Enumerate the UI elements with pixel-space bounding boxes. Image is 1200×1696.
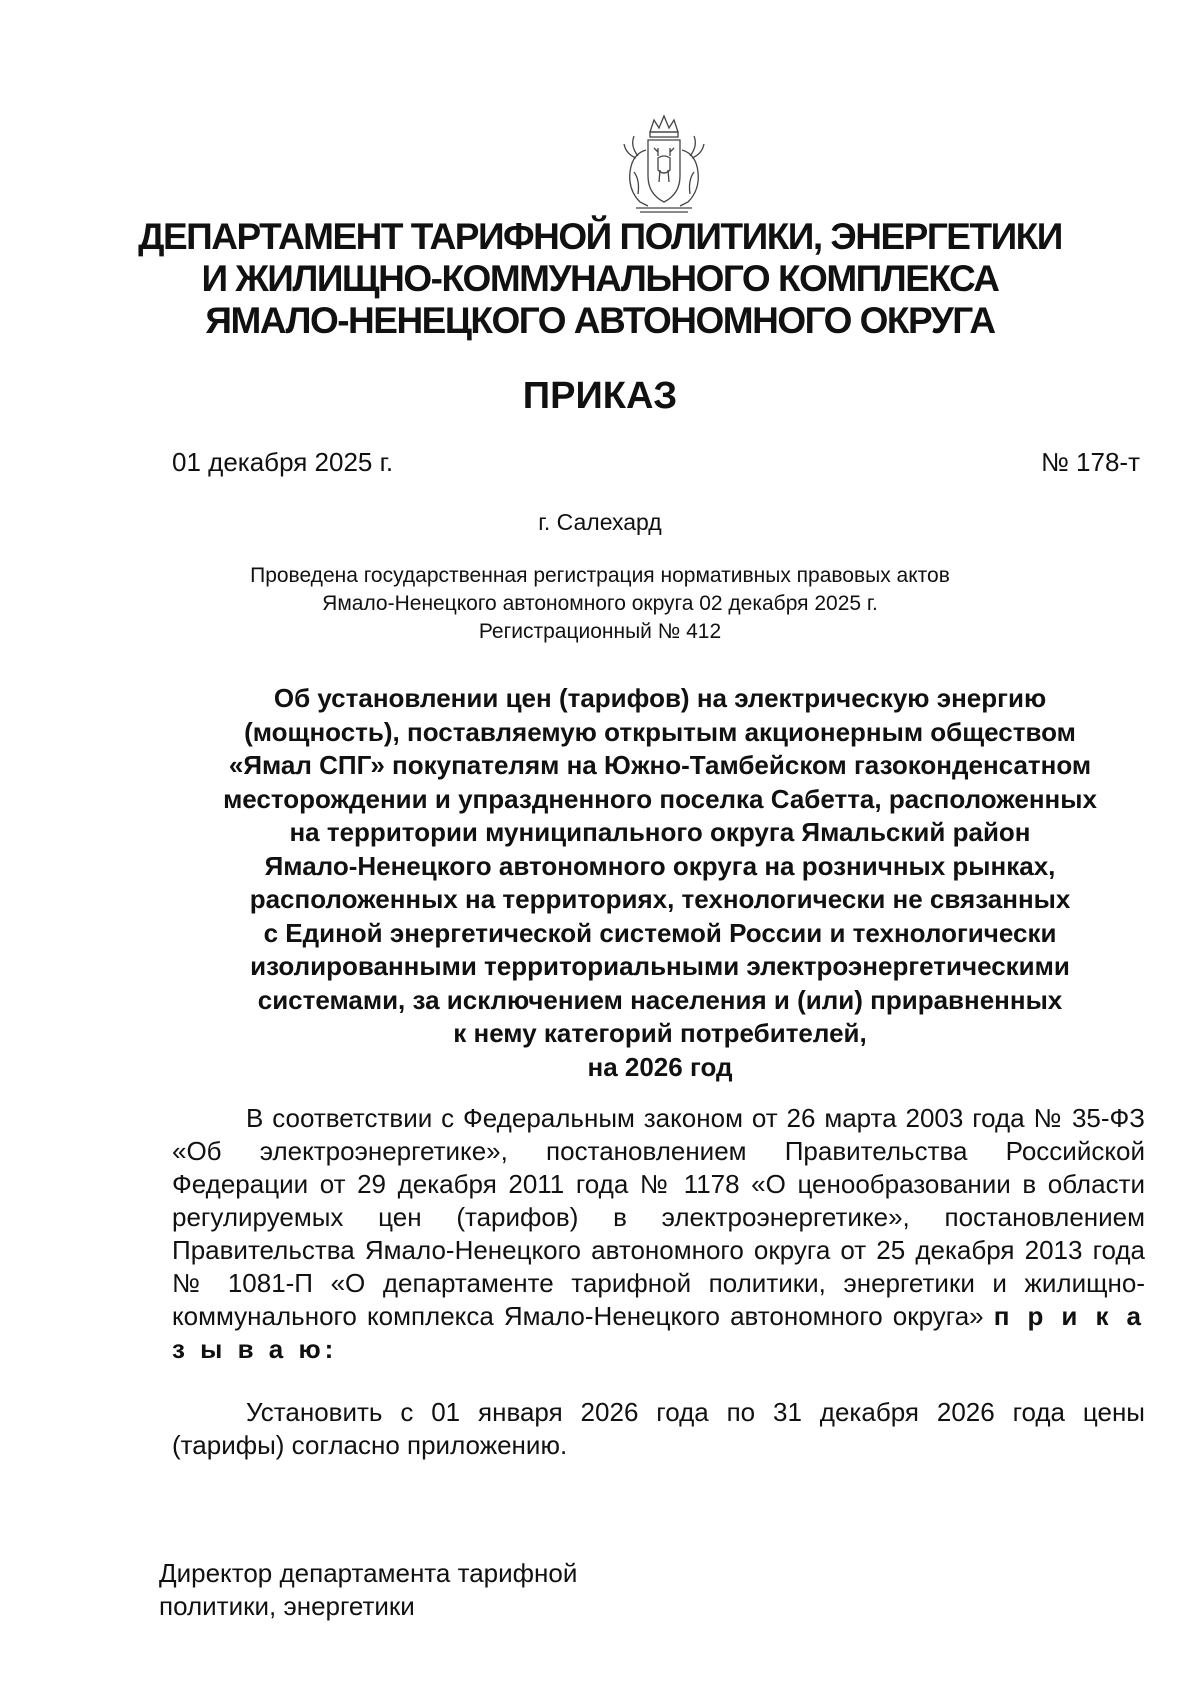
subject-line: «Ямал СПГ» покупателям на Южно-Тамбейском газоконденсатном	[228, 750, 1092, 780]
subject-line: системами, за исключением населения и (или) приравненных	[257, 984, 1063, 1015]
document-type: ПРИКАЗ	[522, 375, 678, 417]
document-date: 01 декабря 2025 г.	[172, 447, 394, 477]
signatory-title-line: Директор департамента тарифной	[159, 1558, 578, 1588]
subject-line: Ямало-Ненецкого автономного округа на розничных рынках,	[264, 850, 1056, 881]
subject-line: к нему категорий потребителей,	[453, 1018, 867, 1048]
order-word: п р и к а з ы в а ю:	[172, 1301, 1146, 1364]
order-subject	[170, 682, 1150, 1084]
registration-line: Регистрационный № 412	[478, 620, 722, 643]
document-number: № 178-т	[1040, 447, 1140, 477]
department-name-line: ДЕПАРТАМЕНТ ТАРИФНОЙ ПОЛИТИКИ, ЭНЕРГЕТИКИ	[138, 216, 1062, 257]
legal-basis-text: В соответствии с Федеральным законом от 26 марта 2003 года № 35-ФЗ «Об электроэнергетике», постановлением Правительства Российской Федерации от 29 декабря 2011 года № 1178 «О ценообразовании в области регулируемых цен (тарифов) в электроэнергетике», постановлением Правительства Ямало-Ненецкого автономного округа от 25 декабря 2013 года № 1081-П «О департаменте тарифной политики, энергетики и жилищно-коммунального комплекса Ямало-Ненецкого автономного округа»	[172, 1103, 1145, 1331]
legal-basis-paragraph	[172, 1102, 1145, 1366]
subject-line: с Единой энергетической системой России и технологически	[263, 917, 1057, 948]
subject-line: Об установлении цен (тарифов) на электрическую энергию	[273, 683, 1047, 713]
registration-note	[100, 562, 1100, 646]
subject-line: на территории муниципального округа Ямальский район	[289, 817, 1031, 847]
signatory-title-line: политики, энергетики	[159, 1591, 415, 1621]
signature-block	[159, 1557, 577, 1623]
department-name	[100, 216, 1100, 342]
registration-line: Ямало-Ненецкого автономного округа 02 декабря 2025 г.	[322, 592, 878, 615]
coat-of-arms-icon	[618, 110, 710, 216]
subject-line: изолированными территориальными электроэнергетическими	[250, 951, 1070, 981]
subject-line: (мощность), поставляемую открытым акционерным обществом	[244, 716, 1076, 747]
document-city: г. Салехард	[538, 509, 662, 535]
registration-line: Проведена государственная регистрация нормативных правовых актов	[250, 564, 950, 587]
department-name-line: И ЖИЛИЩНО-КОММУНАЛЬНОГО КОМПЛЕКСА	[201, 258, 999, 299]
subject-line: месторождении и упраздненного поселка Сабетта, расположенных	[223, 783, 1097, 814]
subject-line: на 2026 год	[587, 1051, 733, 1082]
department-name-line: ЯМАЛО-НЕНЕЦКОГО АВТОНОМНОГО ОКРУГА	[205, 300, 995, 341]
decree-paragraph: Установить с 01 января 2026 года по 31 декабря 2026 года цены (тарифы) согласно приложению.	[172, 1397, 1145, 1460]
subject-line: расположенных на территориях, технологически не связанных	[249, 884, 1071, 914]
